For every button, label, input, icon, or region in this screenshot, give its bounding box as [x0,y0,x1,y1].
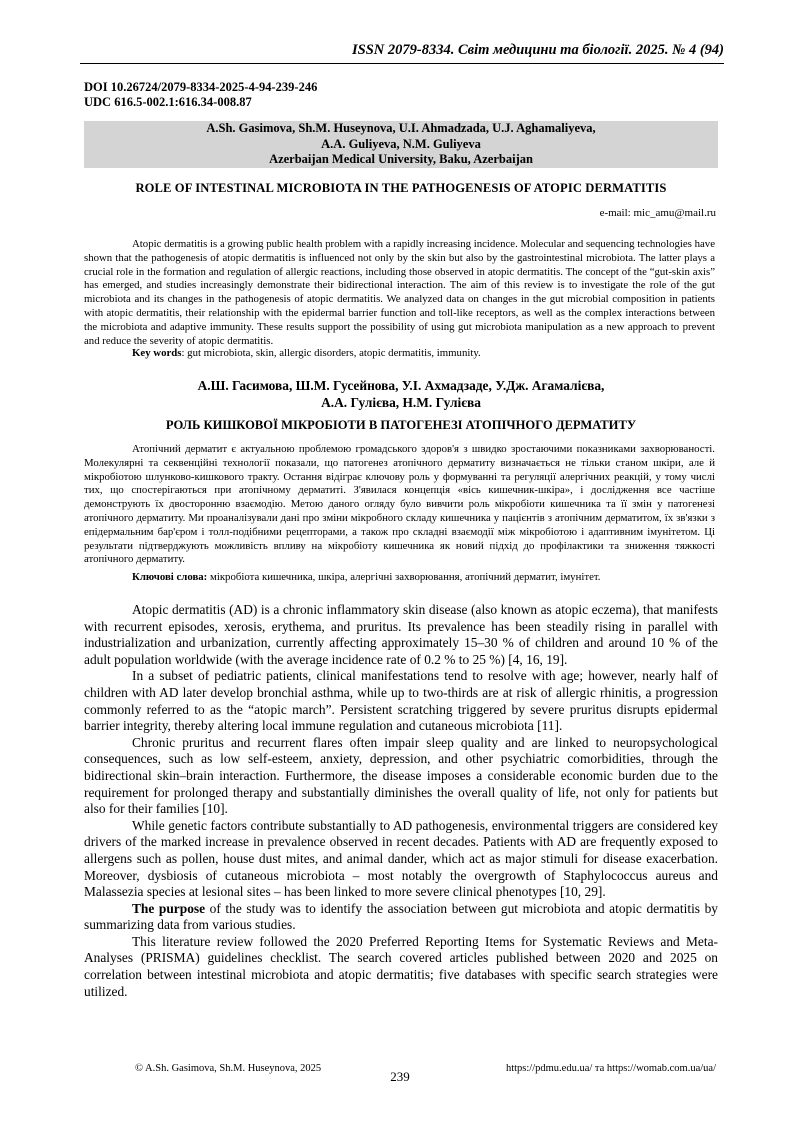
abstract-ua: Атопічний дерматит є актуальною проблемою громадського здоров'я з швидко зростаючими показниками захворюваності. Молекулярні та секвенційні технології показали, що патогенез атопічного дерматиту визначається не тільки станом шкіри, але й мікробіотою шлунково-кишкового тракту. Остання відіграє ключову роль у формуванні та регуляції алергічних реакцій, у тому числі тих, що спостерігаються при атопічному дерматиті. З'явилася концепція «вісь кишечник-шкіра», і дослідження все частіше демонструють їх двосторонню взаємодію. Метою даного огляду було вивчити роль мікробіоти кишечника та її змін у патогенезі атопічного дерматиту. Ми проаналізували дані про зміни мікробного складу кишечника у пацієнтів з атопічним дерматитом, їх зв'язки з епідермальним бар'єром і толл-подібними рецепторами, а також про складні взаємодії між мікробіотою і адаптивним імунітетом. Ці результати підтверджують можливість впливу на мікробіоту кишечника як новий підхід до профілактики та зниження тяжкості атопічного дерматиту. [84,443,715,566]
authors-en-line2: A.A. Guliyeva, N.M. Guliyeva [321,136,481,151]
authors-en-line1: A.Sh. Gasimova, Sh.M. Huseynova, U.I. Ahmadzada, U.J. Aghamaliyeva, [206,121,596,135]
body-paragraph-4: While genetic factors contribute substantially to AD pathogenesis, environmental triggers are considered key drivers of the marked increase in prevalence observed in recent decades. Patients with AD are frequently exposed to allergens such as pollen, house dust mites, and animal dander, which act as major stimuli for disease exacerbation. Moreover, dysbiosis of cutaneous microbiota – most notably the overgrowth of Staphylococcus aureus and Malassezia species at lesional sites – has been linked to more severe clinical phenotypes [10, 29]. [84,817,718,900]
keywords-en [84,347,715,361]
article-identifiers [84,80,317,110]
authors-ua-line2: А.А. Гулієва, Н.М. Гулієва [321,395,481,410]
affiliation: Azerbaijan Medical University, Baku, Azerbaijan [269,152,533,167]
abstract-en: Atopic dermatitis is a growing public health problem with a rapidly increasing incidence. Molecular and sequencing technologies have shown that the pathogenesis of atopic dermatitis is influenced not only by the skin but also by the gastrointestinal microbiota. The latter plays a crucial role in the formation and regulation of allergic reactions, including those observed in atopic dermatitis. The concept of the “gut-skin axis” has emerged, and studies increasingly demonstrate their bidirectional interaction. The aim of this review is to investigate the role of the gut microbiota and its changes in the pathogenesis of atopic dermatitis. We analyzed data on changes in the gut microbial composition in patients with atopic dermatitis, their relationship with the epidermal barrier function and toll-like receptors, as well as the complex interactions between the microbiota and adaptive immunity. These results support the possibility of using gut microbiota manipulation as a new approach to prevent and reduce the severity of atopic dermatitis. [84,238,715,347]
authors-ua [84,377,718,411]
article-title-en: ROLE OF INTESTINAL MICROBIOTA IN THE PATHOGENESIS OF ATOPIC DERMATITIS [135,181,667,195]
keywords-ua [84,571,715,585]
body-paragraph-1: Atopic dermatitis (AD) is a chronic inflammatory skin disease (also known as atopic eczema), that manifests with recurrent episodes, xerosis, erythema, and pruritus. Its prevalence has been steadily rising in parallel with industrialization and urbanization, currently affecting approximately 15–30 % of children and around 10 % of the adult population worldwide (with the average incidence rate of 0.2 % to 25 %) [4, 16, 19]. [84,602,718,667]
footer-links[interactable]: https://pdmu.edu.ua/ та https://womab.com.ua/ua/ [505,1063,716,1074]
keywords-en-list: : gut microbiota, skin, allergic disorders, atopic dermatitis, immunity. [181,347,481,359]
contact-email[interactable]: e-mail: mic_amu@mail.ru [599,207,716,219]
body-paragraph-3: Chronic pruritus and recurrent flares often impair sleep quality and are linked to neuropsychological consequences, such as low self-esteem, anxiety, depression, and other psychiatric comorbidities, through the bidirectional skin–brain interaction. Furthermore, the disease imposes a considerable economic burden due to the requirement for prolonged therapy and substantially diminishes the overall quality of life, not only for patients but also for their families [10]. [84,734,718,817]
header-rule [80,63,724,64]
keywords-en-label: Key words [132,347,182,359]
authors-ua-line1: А.Ш. Гасимова, Ш.М. Гусейнова, У.І. Ахмадзаде, У.Дж. Агамалієва, [197,378,605,393]
article-title-ua: РОЛЬ КИШКОВОЇ МІКРОБІОТИ В ПАТОГЕНЕЗІ АТОПІЧНОГО ДЕРМАТИТУ [165,418,637,432]
udc: UDC 616.5-002.1:616.34-008.87 [84,95,252,109]
authors-en [84,121,718,168]
journal-header: ISSN 2079-8334. Світ медицини та біології. 2025. № 4 (94) [352,42,724,58]
purpose-text: of the study was to identify the association between gut microbiota and atopic dermatitis by summarizing data from various studies. [84,900,719,933]
keywords-ua-label: Ключові слова: [132,571,208,583]
page-number: 239 [390,1069,410,1084]
doi: DOI 10.26724/2079-8334-2025-4-94-239-246 [84,80,318,94]
footer-copyright: © A.Sh. Gasimova, Sh.M. Huseynova, 2025 [135,1063,322,1074]
body-paragraph-2: In a subset of pediatric patients, clinical manifestations tend to resolve with age; however, nearly half of children with AD later develop bronchial asthma, while up to two-thirds are at risk of allergic rhinitis, a progression commonly referred to as the “atopic march”. Persistent scratching triggered by severe pruritus disrupts epidermal barrier integrity, thereby altering local immune regulation and cutaneous microbiota [11]. [84,668,718,734]
keywords-ua-list: мікробіота кишечника, шкіра, алергічні захворювання, атопічний дерматит, імунітет. [207,571,601,583]
body-paragraph-6: This literature review followed the 2020 Preferred Reporting Items for Systematic Reviews and Meta-Analyses (PRISMA) guidelines checklist. The search covered articles published between 2020 and 2025 on correlation between intestinal microbiota and atopic dermatitis; five databases with specific search strategies were utilized. [84,933,718,999]
main-body [84,602,718,1000]
purpose-label: The purpose [132,900,206,916]
body-paragraph-5 [84,901,718,934]
